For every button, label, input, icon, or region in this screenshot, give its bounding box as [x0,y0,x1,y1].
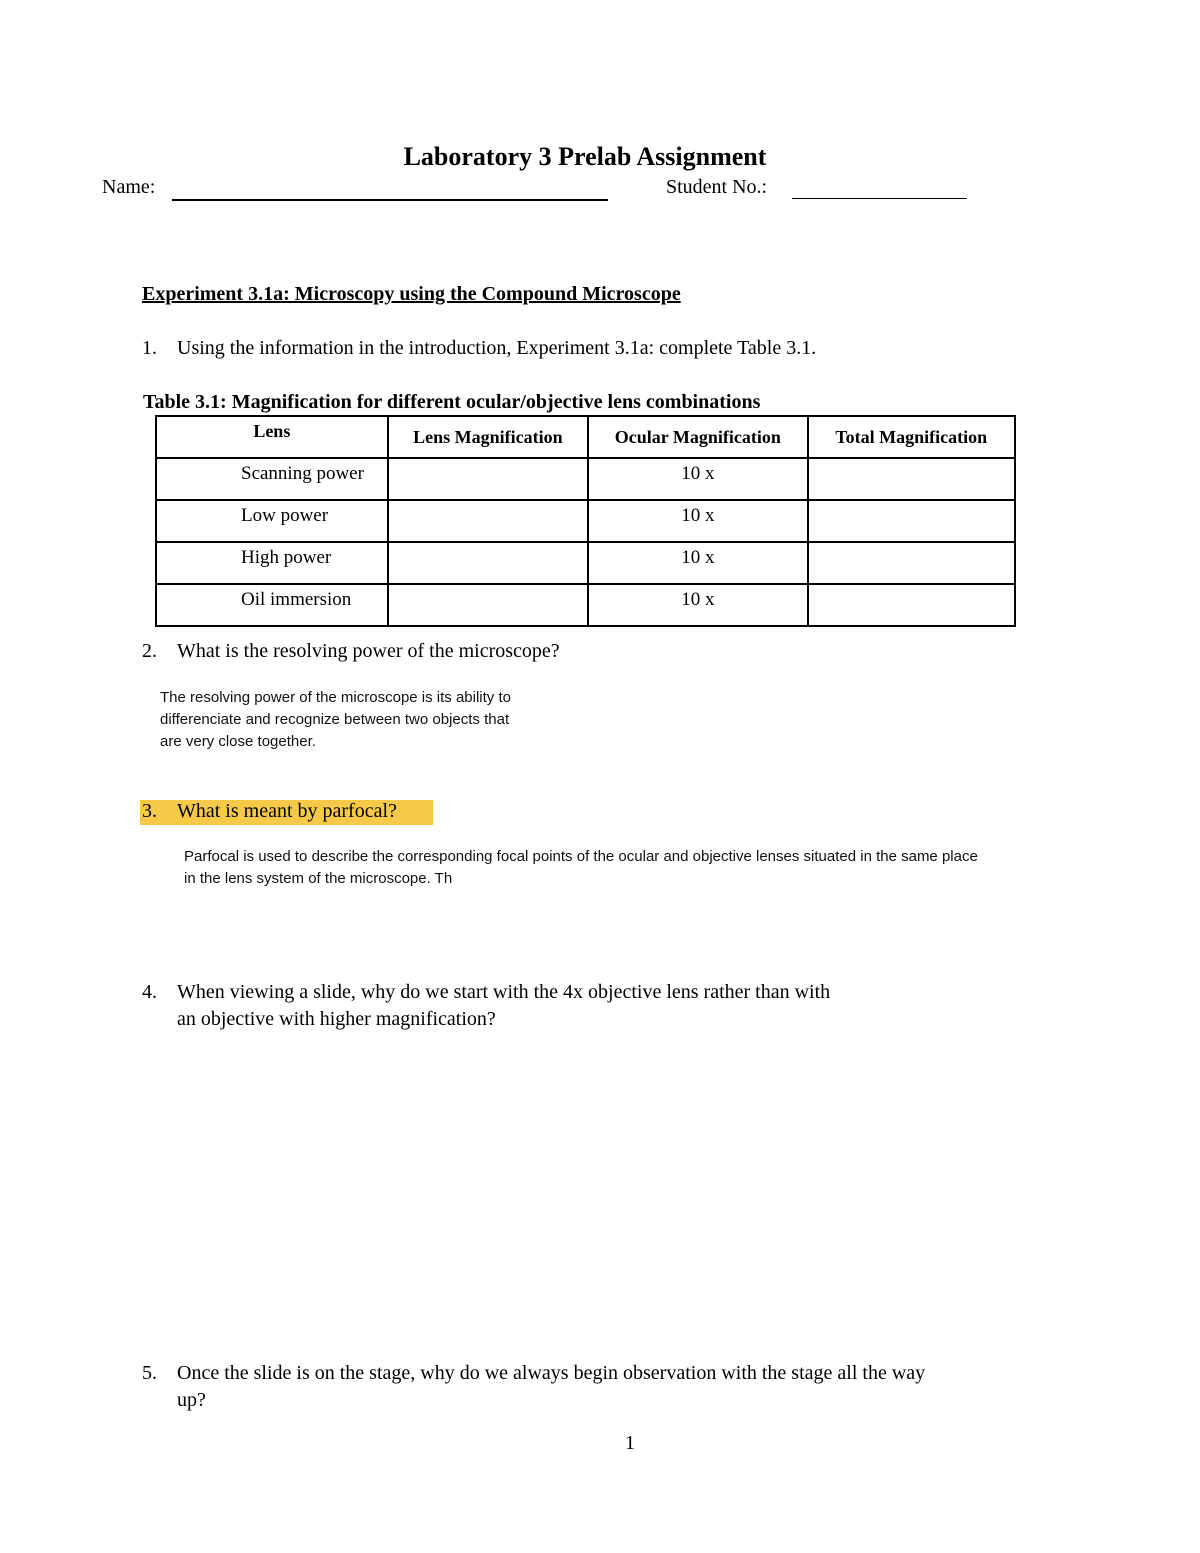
total-magnification-cell[interactable] [808,542,1015,584]
question-4-number: 4. [142,981,157,1003]
question-1-text: Using the information in the introduction, Experiment 3.1a: complete Table 3.1. [177,337,817,359]
answer-2-line-1[interactable]: The resolving power of the microscope is its ability to [160,689,511,706]
total-magnification-cell[interactable] [808,584,1015,626]
lens-magnification-cell[interactable] [388,500,588,542]
question-2-text: What is the resolving power of the microscope? [177,640,560,662]
lens-magnification-cell[interactable] [388,542,588,584]
table-header-row [156,416,1015,458]
ocular-cell: 10 x [588,458,807,500]
name-blank-line [172,180,608,201]
page-title: Laboratory 3 Prelab Assignment [403,142,767,171]
answer-3-line-2[interactable]: in the lens system of the microscope. Th [184,870,453,887]
question-5-text-line-1: Once the slide is on the stage, why do we always begin observation with the stage all the way [177,1362,926,1384]
question-4-text-line-1: When viewing a slide, why do we start with the 4x objective lens rather than with [177,981,831,1003]
ocular-cell: 10 x [588,542,807,584]
table-row [156,542,1015,584]
page-number: 1 [625,1432,635,1454]
name-label: Name: [102,176,156,198]
lens-magnification-cell[interactable] [388,584,588,626]
table-caption: Table 3.1: Magnification for different ocular/objective lens combinations [143,391,761,413]
table-row [156,458,1015,500]
lens-magnification-cell[interactable] [388,458,588,500]
ocular-cell: 10 x [588,584,807,626]
question-3-text: What is meant by parfocal? [177,800,397,822]
table-row [156,500,1015,542]
total-magnification-cell[interactable] [808,500,1015,542]
question-1-number: 1. [142,337,157,359]
header-ocular-magnification: Ocular Magnification [588,416,807,458]
question-3-number: 3. [142,800,157,822]
table-row [156,584,1015,626]
question-5-number: 5. [142,1362,157,1384]
lens-cell: High power [156,542,388,584]
student-no-label: Student No.: [666,176,768,198]
lens-cell: Oil immersion [156,584,388,626]
lens-cell: Scanning power [156,458,388,500]
ocular-cell: 10 x [588,500,807,542]
question-2-number: 2. [142,640,157,662]
magnification-table [155,415,1016,627]
total-magnification-cell[interactable] [808,458,1015,500]
question-4-text-line-2: an objective with higher magnification? [177,1008,496,1030]
answer-2-line-2[interactable]: differenciate and recognize between two objects that [160,711,510,728]
experiment-heading: Experiment 3.1a: Microscopy using the Compound Microscope [142,283,681,305]
question-5-text-line-2: up? [177,1389,206,1411]
student-no-blank-line [792,180,967,199]
lens-cell: Low power [156,500,388,542]
header-lens-magnification: Lens Magnification [388,416,588,458]
answer-2-line-3[interactable]: are very close together. [160,733,316,750]
header-total-magnification: Total Magnification [808,416,1015,458]
answer-3-line-1[interactable]: Parfocal is used to describe the corresponding focal points of the ocular and objective lenses situated in the same place [184,848,978,865]
header-lens: Lens [156,416,388,458]
